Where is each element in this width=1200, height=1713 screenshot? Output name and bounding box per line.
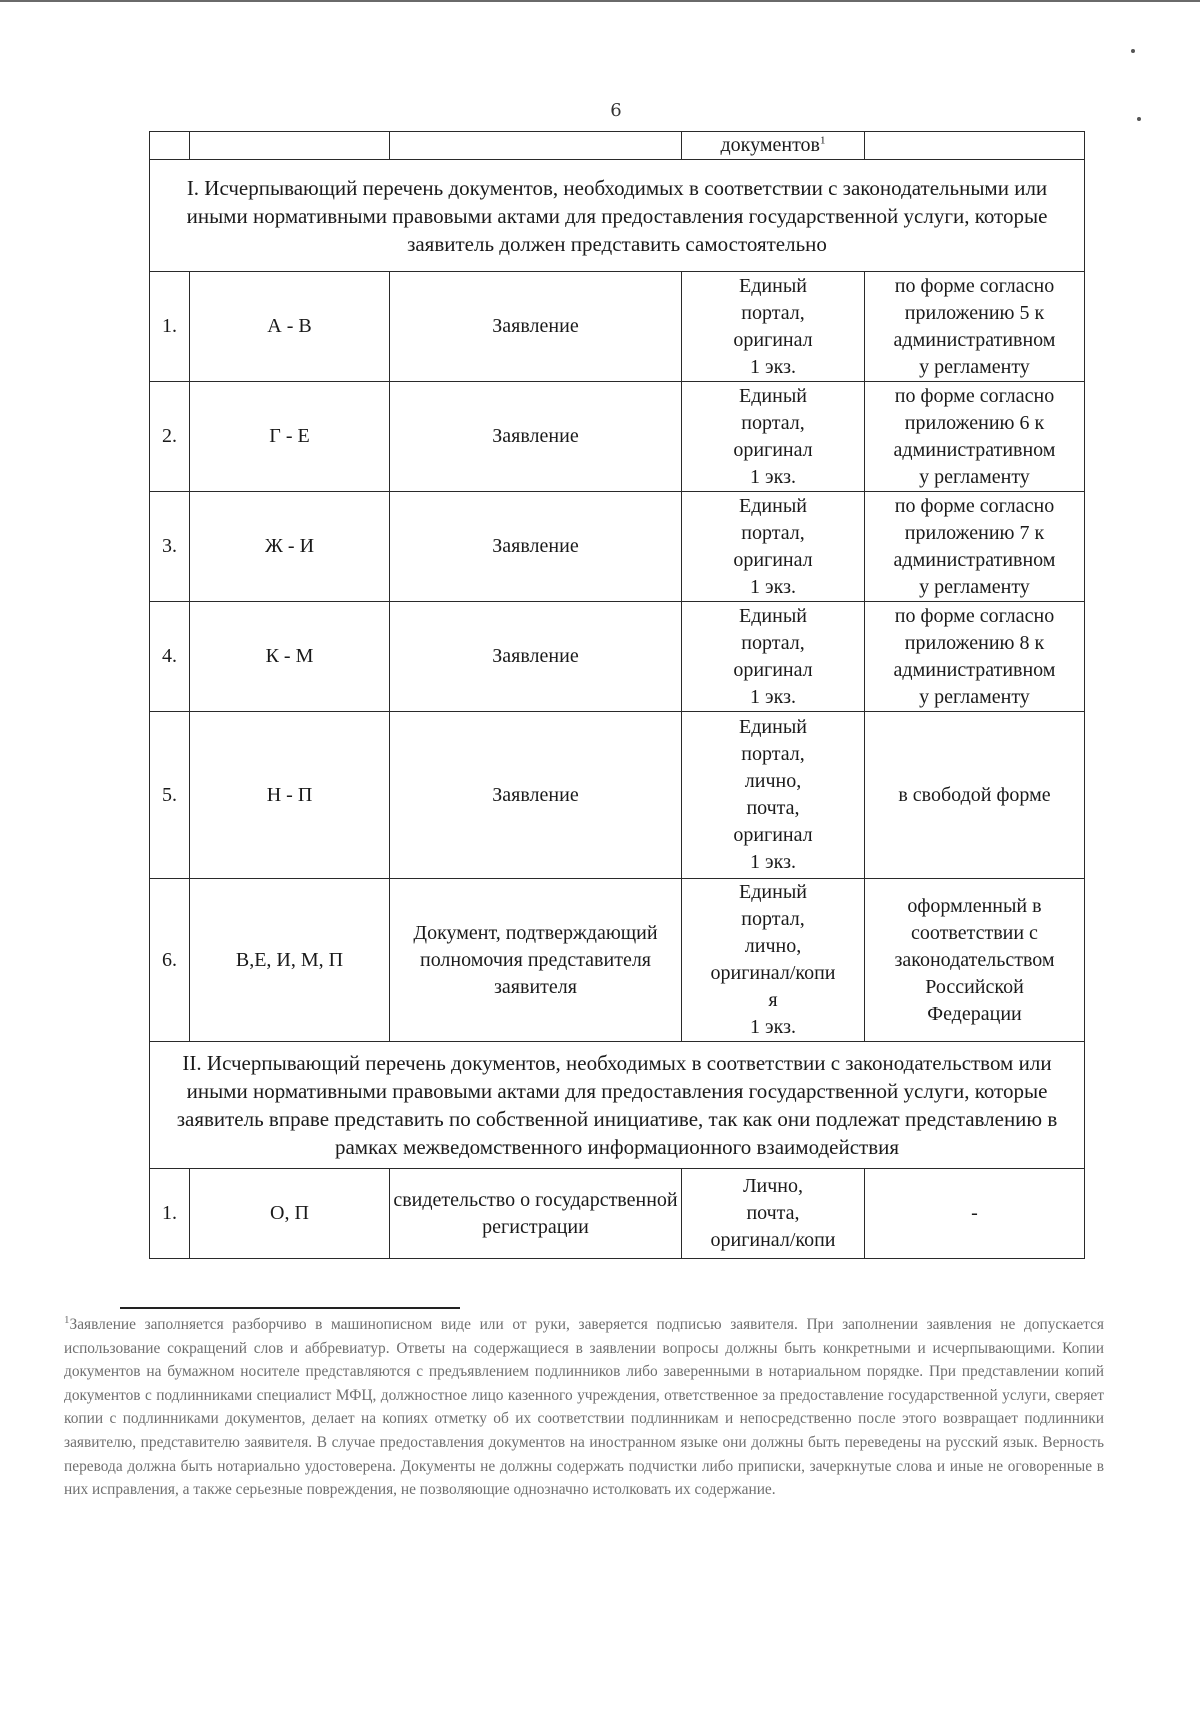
table-row xyxy=(150,492,1085,602)
submission-method-line: оригинал xyxy=(733,548,813,571)
submission-method xyxy=(682,712,865,879)
submission-method-line: оригинал xyxy=(733,824,813,846)
submission-method-line: 1 экз. xyxy=(750,465,796,488)
row-number: 5. xyxy=(150,712,190,879)
table-header-continuation xyxy=(150,132,1085,160)
section-heading-row xyxy=(150,1042,1085,1169)
document-form-requirement-line: оформленный в xyxy=(907,894,1042,917)
submission-method-line: оригинал xyxy=(733,328,813,351)
submission-method-line: портал, xyxy=(741,301,805,324)
footnote-reference: 1 xyxy=(820,134,826,147)
footnote-mark: 1 xyxy=(64,1313,70,1326)
submission-method-line: портал, xyxy=(741,908,805,930)
document-form-requirement xyxy=(865,879,1085,1042)
submission-method xyxy=(682,1169,865,1259)
table-row xyxy=(150,879,1085,1042)
document-form-requirement-line: административном xyxy=(893,658,1056,681)
submission-method xyxy=(682,492,865,602)
document-form-requirement xyxy=(865,602,1085,712)
document-form-requirement-line: у регламенту xyxy=(919,575,1030,598)
submission-method-line: Единый xyxy=(739,604,807,627)
submission-method-line: Единый xyxy=(739,494,807,517)
row-number: 2. xyxy=(150,382,190,492)
table-cell xyxy=(150,132,190,160)
document-form-requirement xyxy=(865,382,1085,492)
submission-method-line: оригинал/копи xyxy=(710,1229,836,1251)
submission-method-line: Единый xyxy=(739,881,807,903)
submission-method-line: лично, xyxy=(744,935,802,957)
footnote-text: Заявление заполняется разборчиво в машинописном виде или от руки, заверяется подписью заявителя. При заполнении заявления не допускается использование сокращений слов и аббревиатур. Ответы на содержащиеся в заявлении вопросы должны быть конкретными и исчерпывающими. Копии документов на бумажном носителе представляются с предъявлением подлинников либо заверенными в нотариальном порядке. При представлении копий документов с подлинниками специалист МФЦ, должностное лицо казенного учреждения, ответственное за предоставление государственной услуги, сверяет копии с подлинниками документов, делает на копиях отметку об их соответствии подлинникам и непосредственно после этого возвращает подлинники заявителю, представителю заявителя. В случае предоставления документов на иностранном языке они должны быть переведены на русский язык. Верность перевода должна быть нотариально удостоверена. Документы не должны содержать подчистки либо приписки, зачеркнутые слова и иные не оговоренные в них исправления, а также серьезные повреждения, не позволяющие однозначно истолковать их содержание. xyxy=(64,1316,1104,1499)
document-form-requirement-line: законодательством xyxy=(894,948,1055,971)
table-cell xyxy=(190,132,390,160)
row-number: 1. xyxy=(150,272,190,382)
footnote-separator xyxy=(120,1307,460,1309)
document-form-requirement-line: административном xyxy=(893,328,1056,351)
submission-method-line: 1 экз. xyxy=(750,575,796,598)
submission-method-line: Единый xyxy=(739,384,807,407)
submission-method-line: портал, xyxy=(741,411,805,434)
column-header-documents: документов xyxy=(720,134,820,156)
submission-method-line: 1 экз. xyxy=(750,1016,796,1038)
submission-method-line: 1 экз. xyxy=(750,685,796,708)
document-name: Заявление xyxy=(390,382,682,492)
document-form-requirement-line: у регламенту xyxy=(919,355,1030,378)
row-number: 3. xyxy=(150,492,190,602)
submission-method-line: почта, xyxy=(746,1202,800,1224)
table-row xyxy=(150,1169,1085,1259)
submission-method-line: Лично, xyxy=(742,1175,804,1197)
document-form-requirement-line: по форме согласно xyxy=(894,384,1055,407)
row-number: 6. xyxy=(150,879,190,1042)
applicant-category-code: К - М xyxy=(190,602,390,712)
scan-top-border xyxy=(0,0,1200,2)
document-name: Заявление xyxy=(390,272,682,382)
scan-speck xyxy=(1131,49,1135,53)
submission-method-line: портал, xyxy=(741,631,805,654)
section-2-heading: II. Исчерпывающий перечень документов, необходимых в соответствии с законодательством или иными нормативными правовыми актами для предоставления государственной услуги, которые заявитель вправе представить по собственной инициативе, так как они подлежат представлению в рамках межведомственного информационного взаимодействия xyxy=(150,1042,1085,1169)
row-number: 4. xyxy=(150,602,190,712)
document-form-requirement-line: административном xyxy=(893,548,1056,571)
document-form-requirement-line: - xyxy=(971,1202,978,1224)
document-name: свидетельство о государственной регистрации xyxy=(390,1169,682,1259)
document-form-requirement-line: у регламенту xyxy=(919,465,1030,488)
document-form-requirement-line: по форме согласно xyxy=(894,274,1055,297)
submission-method-line: почта, xyxy=(746,797,800,819)
submission-method-line: Единый xyxy=(739,274,807,297)
applicant-category-code: Ж - И xyxy=(190,492,390,602)
section-heading-row xyxy=(150,160,1085,272)
table-row xyxy=(150,382,1085,492)
submission-method-line: 1 экз. xyxy=(750,851,796,873)
document-form-requirement-line: соответствии с xyxy=(911,921,1038,944)
document-form-requirement-line: приложению 7 к xyxy=(904,521,1045,544)
table-cell xyxy=(390,132,682,160)
submission-method-line: портал, xyxy=(741,743,805,765)
submission-method-line: 1 экз. xyxy=(750,355,796,378)
document-name: Заявление xyxy=(390,602,682,712)
table-cell xyxy=(682,132,865,160)
submission-method-line: портал, xyxy=(741,521,805,544)
submission-method-line: оригинал xyxy=(733,438,813,461)
document-form-requirement-line: приложению 6 к xyxy=(904,411,1045,434)
document-form-requirement-line: приложению 5 к xyxy=(904,301,1045,324)
submission-method xyxy=(682,602,865,712)
document-form-requirement-line: по форме согласно xyxy=(894,494,1055,517)
document-form-requirement-line: административном xyxy=(893,438,1056,461)
table-row xyxy=(150,712,1085,879)
submission-method-line: Единый xyxy=(739,716,807,738)
document-form-requirement-line: по форме согласно xyxy=(894,604,1055,627)
applicant-category-code: Г - Е xyxy=(190,382,390,492)
footnote xyxy=(64,1313,1104,1578)
applicant-category-code: А - В xyxy=(190,272,390,382)
document-form-requirement-line: приложению 8 к xyxy=(904,631,1045,654)
applicant-category-code: Н - П xyxy=(190,712,390,879)
applicant-category-code: О, П xyxy=(190,1169,390,1259)
table-row xyxy=(150,602,1085,712)
submission-method-line: я xyxy=(768,989,778,1011)
document-form-requirement xyxy=(865,492,1085,602)
section-1-heading: I. Исчерпывающий перечень документов, необходимых в соответствии с законодательными или иными нормативными правовыми актами для предоставления государственной услуги, которые заявитель должен представить самостоятельно xyxy=(150,160,1085,272)
document-form-requirement-line: в свободой форме xyxy=(898,783,1051,806)
submission-method xyxy=(682,272,865,382)
table-row xyxy=(150,272,1085,382)
submission-method-line: лично, xyxy=(744,770,802,792)
document-form-requirement-line: Федерации xyxy=(927,1002,1022,1025)
submission-method-line: оригинал/копи xyxy=(710,962,836,984)
document-name: Заявление xyxy=(390,712,682,879)
table-cell xyxy=(865,132,1085,160)
row-number: 1. xyxy=(150,1169,190,1259)
submission-method-line: оригинал xyxy=(733,658,813,681)
document-name: Заявление xyxy=(390,492,682,602)
document-form-requirement-line: у регламенту xyxy=(919,685,1030,708)
documents-table xyxy=(149,131,1085,1259)
document-form-requirement xyxy=(865,272,1085,382)
applicant-category-code: В,Е, И, М, П xyxy=(190,879,390,1042)
document-form-requirement xyxy=(865,1169,1085,1259)
document-form-requirement xyxy=(865,712,1085,879)
page-number: 6 xyxy=(610,100,622,121)
submission-method xyxy=(682,879,865,1042)
document-form-requirement-line: Российской xyxy=(925,975,1024,998)
document-name: Документ, подтверждающий полномочия представителя заявителя xyxy=(390,879,682,1042)
submission-method xyxy=(682,382,865,492)
